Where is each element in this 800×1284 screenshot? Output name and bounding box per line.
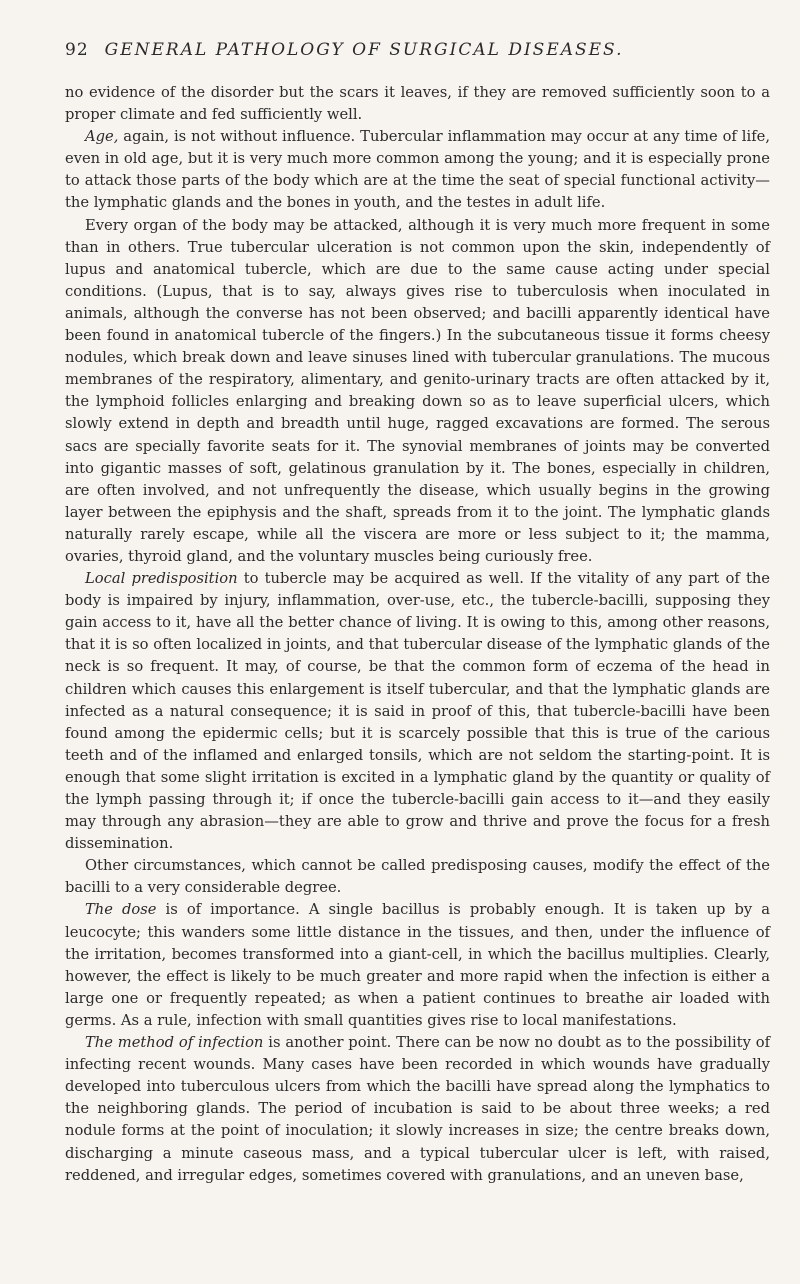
paragraph-text: is of importance. A single bacillus is probably enough. It is taken up by a leucocyte; this wanders some little distance in the tissues, and then, under the influence of the irritation, becomes transformed into a giant-cell, in which the bacillus multiplies. Clearly, however, the effect is likely to be much greater and more rapid when the infection is either a large one or frequently repeated; as when a patient continues to breathe air loaded with germs. As a rule, infection with small quantities gives rise to local manifestations.	[65, 901, 770, 1029]
paragraph-organs	[65, 215, 770, 569]
paragraph-lead-italic: The method of infection	[85, 1034, 264, 1052]
paragraph-text: again, is not without influence. Tubercular inflammation may occur at any time of life, even in old age, but it is very much more common among the young; and it is especially prone to attack those parts of the body which are at the time the seat of special functional activity—the lymphatic glands and the bones in youth, and the testes in adult life.	[65, 128, 770, 212]
paragraph-other-circumstances	[65, 855, 770, 899]
paragraph-lead-italic: The dose	[85, 901, 157, 919]
page-number: 92	[65, 40, 89, 60]
paragraph-continuation	[65, 82, 770, 126]
running-title: GENERAL PATHOLOGY OF SURGICAL DISEASES.	[104, 40, 624, 60]
paragraph-age	[65, 126, 770, 214]
paragraph-text: to tubercle may be acquired as well. If the vitality of any part of the body is impaired by injury, inflammation, over-use, etc., the tubercle-bacilli, supposing they gain access to it, have all the better chance of living. It is owing to this, among other reasons, that it is so often localized in joints, and that tubercular disease of the lymphatic glands of the neck is so frequent. It may, of course, be that the common form of eczema of the head in children which causes this enlargement is itself tubercular, and that the lymphatic glands are infected as a natural consequence; it is said in proof of this, that tubercle-bacilli have been found among the epidermic cells; but it is scarcely possible that this is true of the carious teeth and of the inflamed and enlarged tonsils, which are not seldom the starting-point. It is enough that some slight irritation is excited in a lymphatic gland by the quantity or quality of the lymph passing through it; if once the tubercle-bacilli gain access to it—and they easily may through any abrasion—they are able to grow and thrive and prove the focus for a fresh dissemination.	[65, 570, 771, 853]
paragraph-text: no evidence of the disorder but the scars it leaves, if they are removed sufficiently soon to a proper climate and fed sufficiently well.	[65, 84, 770, 124]
paragraph-lead-italic: Local predisposition	[85, 570, 238, 588]
paragraph-local-predisposition	[65, 568, 770, 855]
paragraph-text: Every organ of the body may be attacked, although it is very much more frequent in some than in others. True tubercular ulceration is not common upon the skin, independently of lupus and anatomical tubercle, which are due to the same cause acting under special conditions. (Lupus, that is to say, always gives rise to tuberculosis when inoculated in animals, although the converse has not been observed; and bacilli apparently identical have been found in anatomical tubercle of the fingers.) In the subcutaneous tissue it forms cheesy nodules, which break down and leave sinuses lined with tubercular granulations. The mucous membranes of the respiratory, alimentary, and genito-urinary tracts are often attacked by it, the lymphoid follicles enlarging and breaking down so as to leave superficial ulcers, which slowly extend in depth and breadth until huge, ragged excavations are formed. The serous sacs are specially favorite seats for it. The synovial membranes of joints may be converted into gigantic masses of soft, gelatinous granulation by it. The bones, especially in children, are often involved, and not unfrequently the disease, which usually begins in the growing layer between the epiphysis and the shaft, spreads from it to the joint. The lymphatic glands naturally rarely escape, while all the viscera are more or less subject to it; the mamma, ovaries, thyroid gland, and the voluntary muscles being curiously free.	[65, 216, 770, 565]
paragraph-text: Other circumstances, which cannot be called predisposing causes, modify the effect of the bacilli to a very considerable degree.	[65, 857, 770, 897]
running-head	[65, 40, 770, 60]
paragraph-method-of-infection	[65, 1032, 770, 1187]
paragraph-lead-italic: Age,	[85, 128, 119, 146]
paragraph-text: is another point. There can be now no doubt as to the possibility of infecting recent wounds. Many cases have been recorded in which wounds have gradually developed into tuberculous ulcers from which the bacilli have spread along the lymphatics to the neighboring glands. The period of incubation is said to be about three weeks; a red nodule forms at the point of inoculation; it slowly increases in size; the centre breaks down, discharging a minute caseous mass, and a typical tubercular ulcer is left, with raised, reddened, and irregular edges, sometimes covered with granulations, and an uneven base,	[65, 1034, 771, 1184]
book-page	[65, 40, 770, 1187]
paragraph-dose	[65, 899, 770, 1032]
